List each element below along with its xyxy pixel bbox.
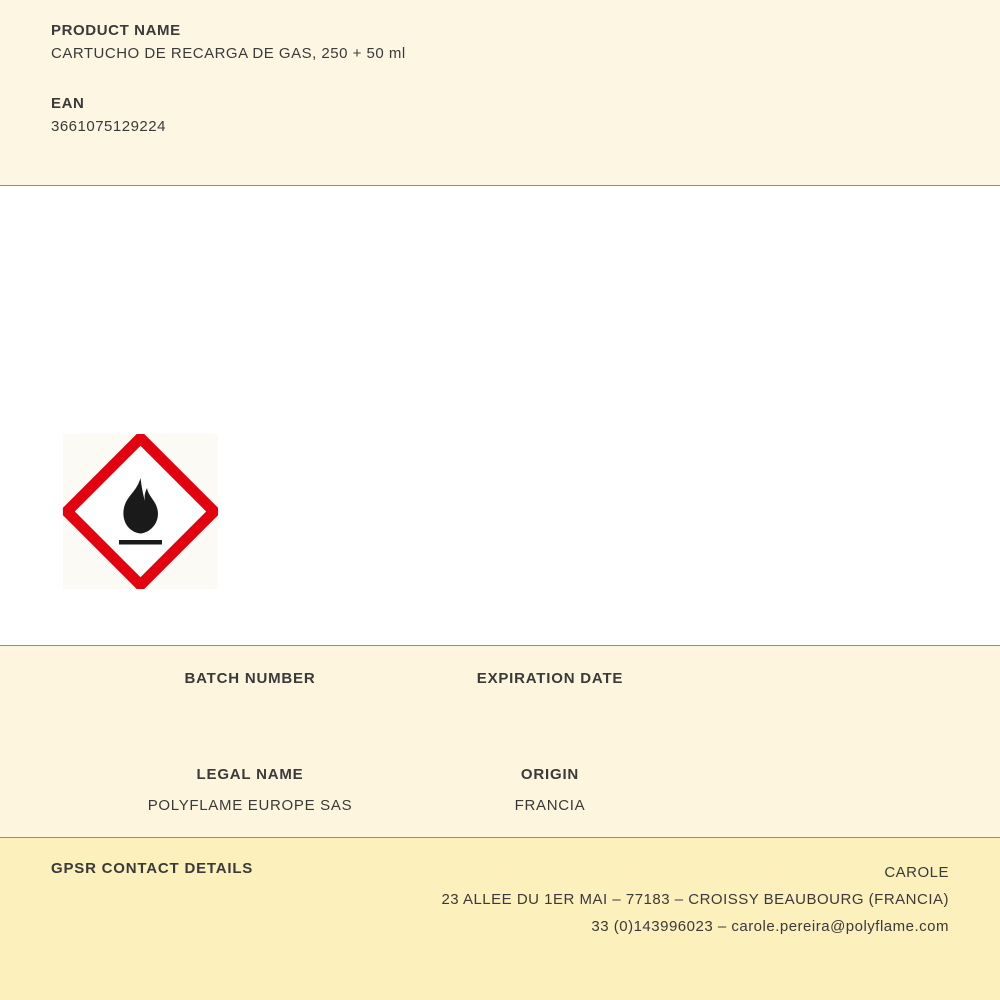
gpsr-contact-name: CAROLE bbox=[884, 864, 949, 881]
product-name-label: PRODUCT NAME bbox=[51, 22, 181, 39]
details-grid-section bbox=[0, 646, 1000, 838]
gpsr-contact-address: 23 ALLEE DU 1ER MAI – 77183 – CROISSY BEAUBOURG (FRANCIA) bbox=[441, 891, 949, 908]
origin-cell bbox=[400, 766, 700, 815]
grid-left-spacer bbox=[0, 670, 100, 719]
batch-number-value bbox=[100, 701, 400, 719]
legal-name-label: LEGAL NAME bbox=[196, 766, 304, 783]
details-row-spacer bbox=[0, 719, 1000, 766]
product-header-section bbox=[0, 0, 1000, 186]
pictogram-section bbox=[0, 186, 1000, 646]
batch-number-cell bbox=[100, 670, 400, 719]
details-row-legal bbox=[0, 766, 1000, 815]
legal-name-value: POLYFLAME EUROPE SAS bbox=[147, 797, 353, 814]
product-name-value: CARTUCHO DE RECARGA DE GAS, 250 + 50 ml bbox=[51, 45, 406, 62]
expiration-date-label: EXPIRATION DATE bbox=[476, 670, 624, 687]
expiration-date-cell bbox=[400, 670, 700, 719]
ean-value: 3661075129224 bbox=[51, 118, 166, 135]
expiration-date-value bbox=[400, 701, 700, 719]
header-spacer bbox=[0, 62, 1000, 95]
origin-label: ORIGIN bbox=[520, 766, 580, 783]
legal-name-cell bbox=[100, 766, 400, 815]
details-row-batch bbox=[0, 670, 1000, 719]
batch-number-label: BATCH NUMBER bbox=[184, 670, 316, 687]
gpsr-contact-section bbox=[0, 838, 1000, 1000]
ghs02-flammable-icon bbox=[63, 434, 218, 589]
ean-label: EAN bbox=[51, 95, 85, 112]
grid-left-spacer-2 bbox=[0, 766, 100, 815]
ghs02-flammable-pictogram bbox=[63, 434, 218, 589]
gpsr-contact-phone-email: 33 (0)143996023 – carole.pereira@polyflame.com bbox=[591, 918, 949, 935]
origin-value: FRANCIA bbox=[514, 797, 586, 814]
gpsr-contact-label: GPSR CONTACT DETAILS bbox=[51, 860, 254, 877]
